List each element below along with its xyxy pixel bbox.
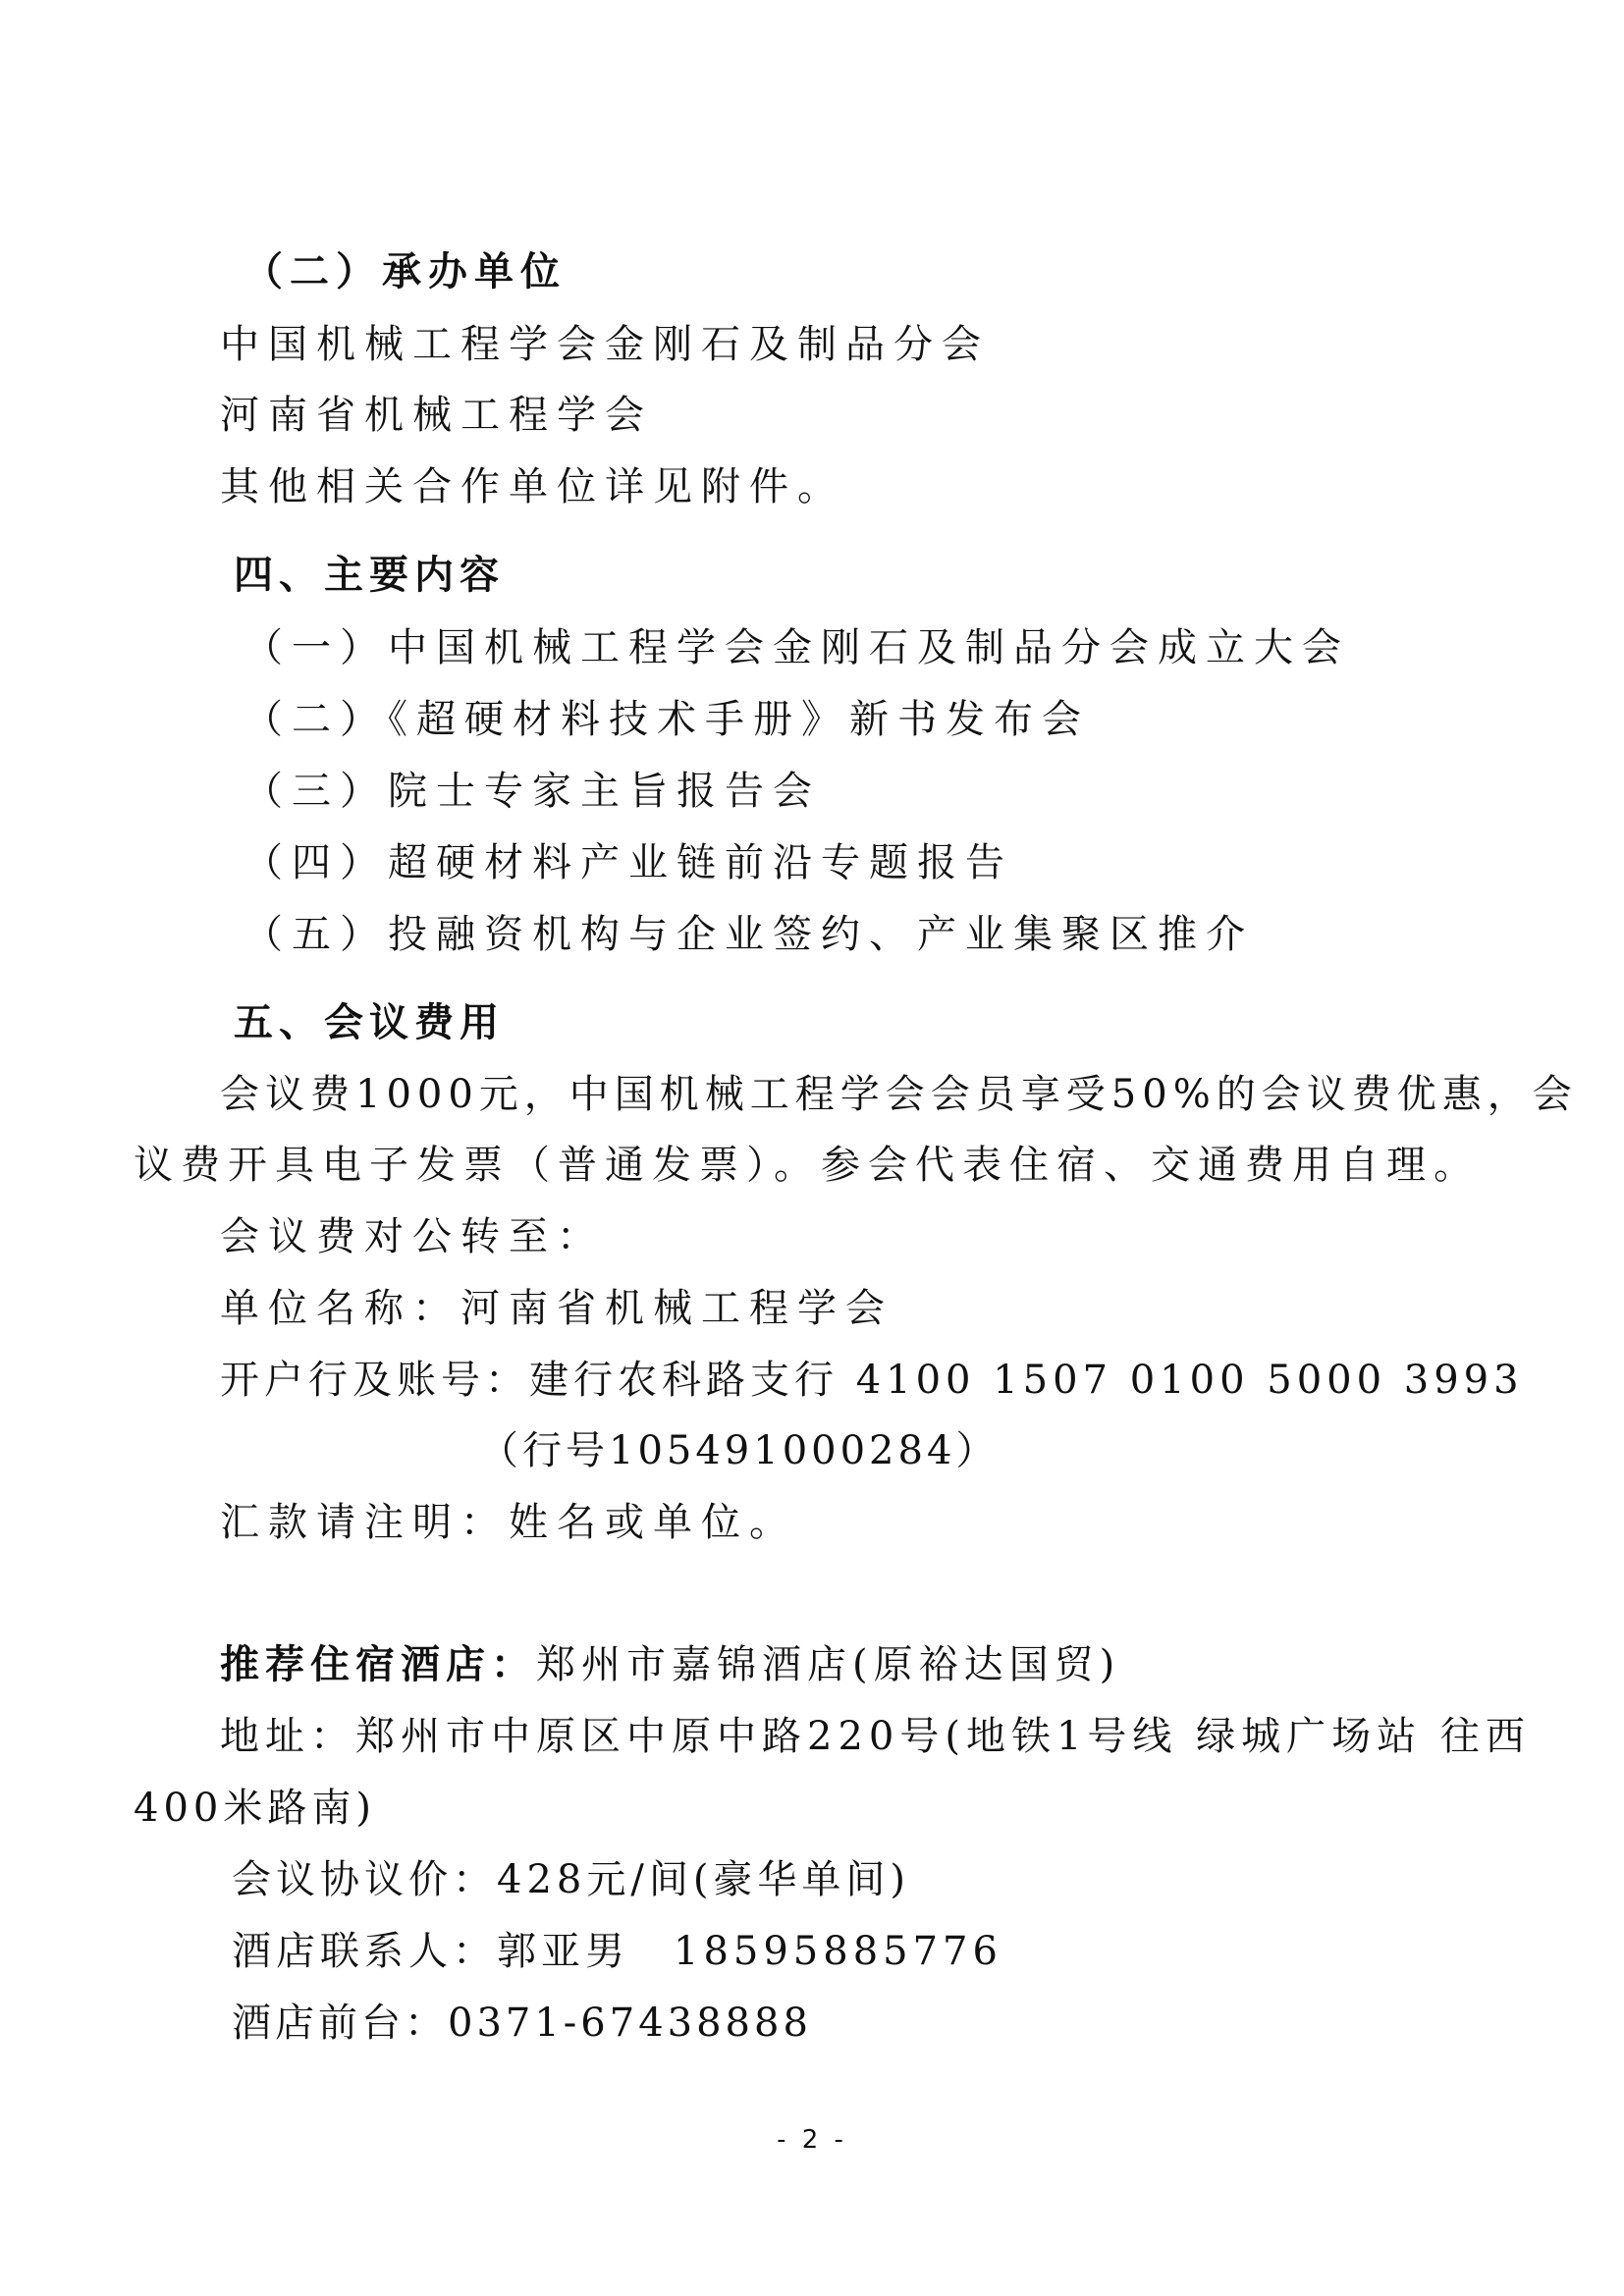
organizer-heading: （二）承办单位: [244, 248, 567, 294]
content-item-2: （二）《超硬材料技术手册》新书发布会: [244, 697, 1090, 742]
content-item-5: （五）投融资机构与企业签约、产业集聚区推介: [244, 912, 1254, 957]
bank-account: 开户行及账号：建行农科路支行 4100 1507 0100 5000 3993: [220, 1358, 1524, 1403]
hotel-address-line-2: 400米路南): [134, 1786, 376, 1831]
content-item-3: （三）院士专家主旨报告会: [244, 769, 821, 814]
fee-paragraph-line-2: 议费开具电子发票（普通发票）。参会代表住宿、交通费用自理。: [134, 1143, 1481, 1188]
hotel-address-line-1: 地址：郑州市中原区中原中路220号(地铁1号线 绿城广场站 往西: [220, 1714, 1531, 1759]
transfer-intro: 会议费对公转至：: [220, 1214, 605, 1259]
organizer-item-3: 其他相关合作单位详见附件。: [220, 464, 845, 509]
hotel-label: 推荐住宿酒店：: [220, 1641, 536, 1687]
hotel-recommendation: [220, 1641, 1121, 1687]
page-number: - 2 -: [777, 2125, 847, 2155]
content-item-1: （一）中国机械工程学会金刚石及制品分会成立大会: [244, 625, 1350, 670]
hotel-price: 会议协议价：428元/间(豪华单间): [232, 1857, 911, 1902]
content-heading: 四、主要内容: [234, 553, 505, 598]
fee-heading: 五、会议费用: [234, 1000, 505, 1045]
account-name: 单位名称：河南省机械工程学会: [220, 1286, 893, 1331]
organizer-item-1: 中国机械工程学会金刚石及制品分会: [220, 322, 990, 367]
hotel-front-desk: 酒店前台：0371-67438888: [232, 2001, 812, 2046]
hotel-contact: 酒店联系人：郭亚男 18595885776: [232, 1929, 1002, 1974]
remit-note: 汇款请注明：姓名或单位。: [220, 1500, 797, 1545]
organizer-item-2: 河南省机械工程学会: [220, 393, 653, 438]
fee-paragraph-line-1: 会议费1000元，中国机械工程学会会员享受50%的会议费优惠，会: [220, 1072, 1578, 1117]
content-item-4: （四）超硬材料产业链前沿专题报告: [244, 840, 1013, 885]
hotel-name: 郑州市嘉锦酒店(原裕达国贸): [536, 1642, 1121, 1687]
bank-code: （行号105491000284）: [479, 1428, 1000, 1473]
